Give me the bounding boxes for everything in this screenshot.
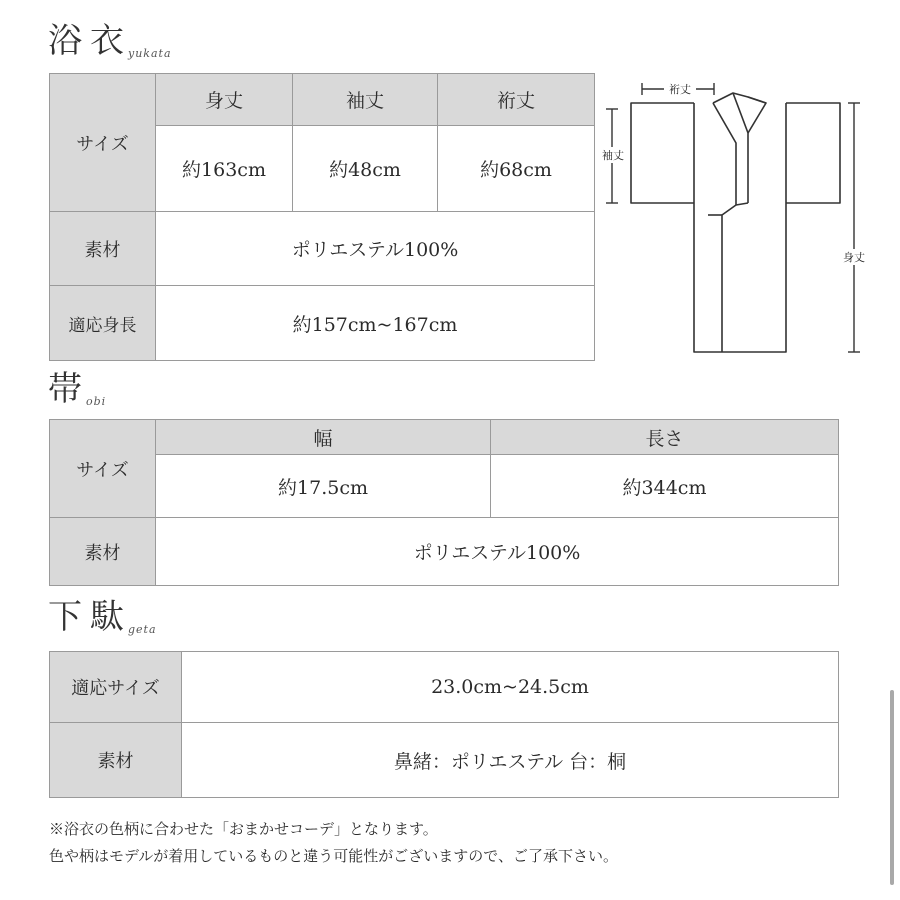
obi-heading bbox=[48, 369, 107, 409]
yukata-value-sodetake: 約48cm bbox=[293, 126, 438, 212]
obi-title: 帯 bbox=[48, 369, 90, 409]
obi-size-label: サイズ bbox=[50, 420, 156, 518]
geta-subtitle: geta bbox=[128, 623, 157, 636]
yuki-label: 裄丈 bbox=[669, 83, 691, 96]
obi-value-length: 約344cm bbox=[491, 455, 839, 518]
geta-material-label: 素材 bbox=[50, 723, 182, 798]
sode-label: 袖丈 bbox=[602, 149, 624, 162]
yukata-material-value: ポリエステル100% bbox=[156, 212, 595, 286]
yukata-height-label: 適応身長 bbox=[50, 286, 156, 361]
mi-label: 身丈 bbox=[843, 251, 865, 264]
yukata-size-label: サイズ bbox=[50, 74, 156, 212]
geta-size-value: 23.0cm~24.5cm bbox=[182, 652, 839, 723]
kimono-right-sleeve bbox=[786, 103, 840, 203]
yukata-value-mitake: 約163cm bbox=[156, 126, 293, 212]
obi-spec-table bbox=[49, 419, 839, 586]
obi-header-width: 幅 bbox=[156, 420, 491, 455]
geta-size-label: 適応サイズ bbox=[50, 652, 182, 723]
geta-heading bbox=[48, 597, 157, 637]
kimono-body-outline bbox=[694, 103, 786, 352]
page-scrollbar[interactable] bbox=[890, 690, 894, 885]
yukata-subtitle: yukata bbox=[128, 47, 172, 60]
note-line-2: 色や柄はモデルが着用しているものと違う可能性がございますので、ご了承下さい。 bbox=[49, 847, 618, 865]
obi-subtitle: obi bbox=[86, 395, 107, 408]
obi-header-length: 長さ bbox=[491, 420, 839, 455]
yukata-value-yukitake: 約68cm bbox=[438, 126, 595, 212]
geta-material-value: 鼻緒：ポリエステル 台：桐 bbox=[182, 723, 839, 798]
geta-spec-table bbox=[49, 651, 839, 798]
yukata-spec-table bbox=[49, 73, 595, 361]
yukata-header-mitake: 身丈 bbox=[156, 74, 293, 126]
note-line-1: ※浴衣の色柄に合わせた「おまかせコーデ」となります。 bbox=[49, 820, 438, 838]
yukata-height-value: 約157cm~167cm bbox=[156, 286, 595, 361]
obi-value-width: 約17.5cm bbox=[156, 455, 491, 518]
yukata-header-yukitake: 裄丈 bbox=[438, 74, 595, 126]
kimono-collar-top bbox=[713, 93, 766, 103]
yukata-material-label: 素材 bbox=[50, 212, 156, 286]
kimono-left-sleeve bbox=[631, 103, 694, 203]
obi-material-value: ポリエステル100% bbox=[156, 518, 839, 586]
geta-title: 下駄 bbox=[48, 597, 132, 637]
obi-material-label: 素材 bbox=[50, 518, 156, 586]
yukata-header-sodetake: 袖丈 bbox=[293, 74, 438, 126]
kimono-diagram bbox=[598, 75, 868, 365]
yukata-title: 浴衣 bbox=[48, 21, 132, 61]
yukata-heading bbox=[48, 21, 172, 61]
kimono-collar-left bbox=[713, 103, 736, 352]
